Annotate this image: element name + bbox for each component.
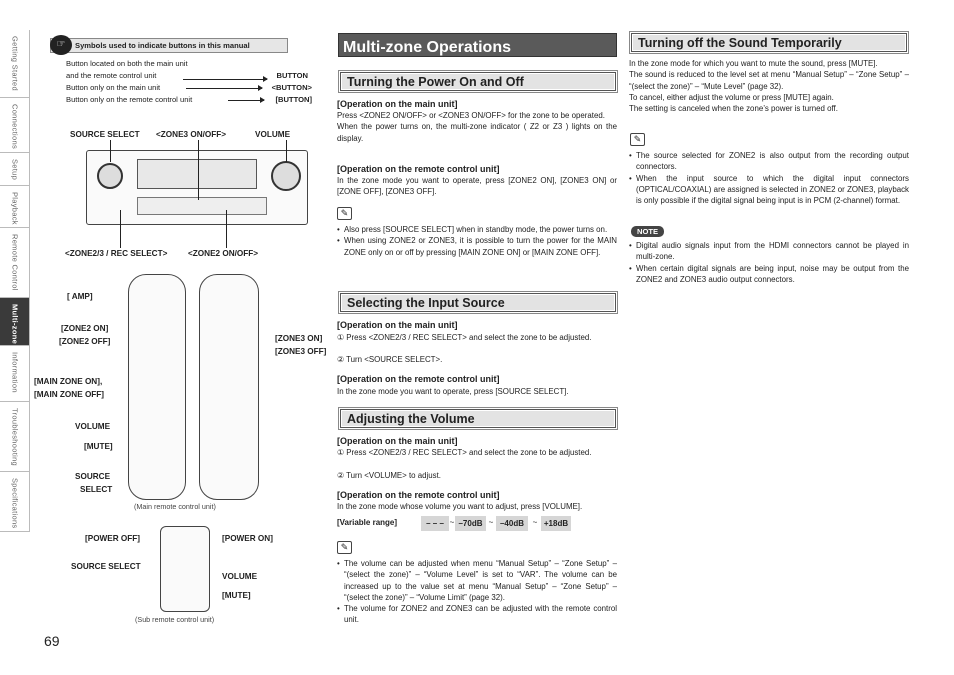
variable-range-label: [Variable range] [337,518,398,527]
tip-item: • Also press [SOURCE SELECT] when in standby mode, the power turns on. [337,224,617,235]
main-remote-drawing-2 [199,274,259,500]
legend-key-both: BUTTON [276,71,308,80]
subheading-remote-unit: [Operation on the remote control unit] [337,490,500,500]
section-heading-input: Selecting the Input Source [340,293,616,312]
nav-tab-playback[interactable]: Playback [0,186,30,228]
tip-item: • The volume can be adjusted when menu “Manual Setup” – “Zone Setup” – “(select the zone)” – “Volume Level” is set to “VAR”. The volume can be increased up to the value set at menu “Manual Setup” – “Zone Setup” – “(select the zone)” – “Volume Limit” (page 32). [337,558,617,603]
input-step-1: ① Press <ZONE2/3 / REC SELECT> and select the zone to be adjusted. [337,333,592,342]
legend-desc-both-1: Button located on both the main unit [66,59,188,68]
main-remote-caption: (Main remote control unit) [134,502,216,511]
nav-tab-remote-control[interactable]: Remote Control [0,228,30,298]
power-remote-paragraph: In the zone mode you want to operate, press [ZONE2 ON], [ZONE3 ON] or [ZONE OFF], [ZONE3 OFF]. [337,176,617,197]
pencil-icon: ✎ [337,207,352,220]
legend-arrow [228,100,264,101]
tip-item: • The source selected for ZONE2 is also output from the recording output connectors. [629,150,909,173]
tip-item: • When the input source to which the digital input connectors (OPTICAL/COAXIAL) are assigned is selected in ZONE2 or ZONE3, playback is only possible if the digital signal being input is in PCM (2-channel) format. [629,173,909,207]
volume-step-1: ① Press <ZONE2/3 / REC SELECT> and select the zone to be adjusted. [337,448,592,457]
front-button-row [137,197,267,215]
volume-remote-paragraph: In the zone mode whose volume you want to adjust, press [VOLUME]. [337,502,583,511]
label-sub-mute: [MUTE] [222,591,251,600]
leader-line [286,140,287,162]
page-title: Multi-zone Operations [338,33,617,57]
legend-arrow [186,88,262,89]
nav-tab-information[interactable]: Information [0,346,30,402]
label-zone23-rec-select: <ZONE2/3 / REC SELECT> [65,249,168,258]
input-step-2: ② Turn <SOURCE SELECT>. [337,355,443,364]
nav-tab-specifications[interactable]: Specifications [0,472,30,532]
label-main-zone-off: [MAIN ZONE OFF] [34,390,105,399]
range-sep: ~ [532,518,538,527]
label-zone2-onoff: <ZONE2 ON/OFF> [188,249,259,258]
subheading-remote-unit: [Operation on the remote control unit] [337,164,500,174]
section-heading-power: Turning the Power On and Off [340,72,616,91]
label-zone3-onoff: <ZONE3 ON/OFF> [156,130,227,139]
volume-tips-list [337,558,617,626]
legend-key-remote: [BUTTON] [275,95,312,104]
label-main-zone-on: [MAIN ZONE ON], [34,377,103,386]
label-sub-volume: VOLUME [222,572,258,581]
note-item: • Digital audio signals input from the HDMI connectors cannot be played in multi-zone. [629,240,909,263]
volume-knob[interactable] [271,161,301,191]
page-number: 69 [44,633,60,649]
subheading-main-unit: [Operation on the main unit] [337,99,458,109]
main-remote-drawing [128,274,186,500]
label-power-off: [POWER OFF] [85,534,141,543]
nav-tab-multi-zone[interactable]: Multi-zone [0,298,30,346]
note-badge: NOTE [631,226,664,237]
label-zone3-off: [ZONE3 OFF] [275,347,327,356]
label-zone2-on: [ZONE2 ON] [61,324,109,333]
label-remote-select: SELECT [80,485,113,494]
sub-remote-drawing [160,526,210,612]
label-power-on: [POWER ON] [222,534,273,543]
mute-tips-list [629,150,909,206]
range-sep: ~ [488,518,494,527]
legend-arrow [183,79,267,80]
nav-tab-troubleshooting[interactable]: Troubleshooting [0,402,30,472]
hand-pointer-icon: ☞ [50,35,72,55]
range-value: –70dB [455,516,486,531]
range-sep: ~ [449,518,455,527]
range-max: +18dB [541,516,571,531]
range-min: – – – [421,516,449,531]
leader-line [120,210,121,248]
main-unit-display [137,159,257,189]
legend-desc-remote: Button only on the remote control unit [66,95,193,104]
power-main-paragraph: Press <ZONE2 ON/OFF> or <ZONE3 ON/OFF> for the zone to be operated. When the power turns on, the multi-zone indicator ( Z2 or Z3 ) lights on the display. [337,111,617,143]
label-sub-source-select: SOURCE SELECT [71,562,141,571]
sub-remote-caption: (Sub remote control unit) [135,615,215,624]
subheading-main-unit: [Operation on the main unit] [337,436,458,446]
label-zone2-off: [ZONE2 OFF] [59,337,111,346]
note-item: • When certain digital signals are being input, noise may be output from the ZONE2 and ZONE3 audio output connectors. [629,263,909,286]
legend-desc-both-2: and the remote control unit [66,71,157,80]
label-source-select: SOURCE SELECT [70,130,140,139]
leader-line [198,140,199,200]
notes-list [629,240,909,285]
section-heading-mute: Turning off the Sound Temporarily [631,33,907,52]
leader-line [110,140,111,162]
tip-item: • When using ZONE2 or ZONE3, it is possible to turn the power for the MAIN ZONE only on or off by pressing [MAIN ZONE ON] or [MAIN ZONE OFF]. [337,235,617,258]
leader-line [226,210,227,248]
input-remote-paragraph: In the zone mode you want to operate, press [SOURCE SELECT]. [337,387,569,396]
volume-step-2: ② Turn <VOLUME> to adjust. [337,471,441,480]
tip-item: • The volume for ZONE2 and ZONE3 can be adjusted with the remote control unit. [337,603,617,626]
section-heading-volume: Adjusting the Volume [340,409,616,428]
nav-tab-setup[interactable]: Setup [0,153,30,186]
symbols-legend-header [50,38,288,53]
subheading-remote-unit: [Operation on the remote control unit] [337,374,500,384]
pencil-icon: ✎ [630,133,645,146]
legend-key-main: <BUTTON> [271,83,312,92]
label-remote-mute: [MUTE] [84,442,113,451]
label-remote-source: SOURCE [75,472,111,481]
nav-tab-connections[interactable]: Connections [0,98,30,153]
label-remote-volume: VOLUME [75,422,111,431]
label-amp: [ AMP] [67,292,93,301]
nav-tab-getting-started[interactable]: Getting Started [0,30,30,98]
mute-paragraph: In the zone mode for which you want to mute the sound, press [MUTE]. The sound is reduced to the level set at menu “Manual Setup” – “Zone Setup” – “(select the zone)” – “Mute Level” (page 32). To cancel, either adjust the volume or press [MUTE] again. The setting is canceled when the zone’s power is turned off. [629,59,909,114]
source-select-knob[interactable] [97,163,123,189]
pencil-icon: ✎ [337,541,352,554]
power-tips-list [337,224,617,258]
label-volume: VOLUME [255,130,291,139]
label-zone3-on: [ZONE3 ON] [275,334,323,343]
legend-desc-main: Button only on the main unit [66,83,161,92]
legend-title: Symbols used to indicate buttons in this manual [75,41,250,50]
range-value: –40dB [496,516,528,531]
subheading-main-unit: [Operation on the main unit] [337,320,458,330]
